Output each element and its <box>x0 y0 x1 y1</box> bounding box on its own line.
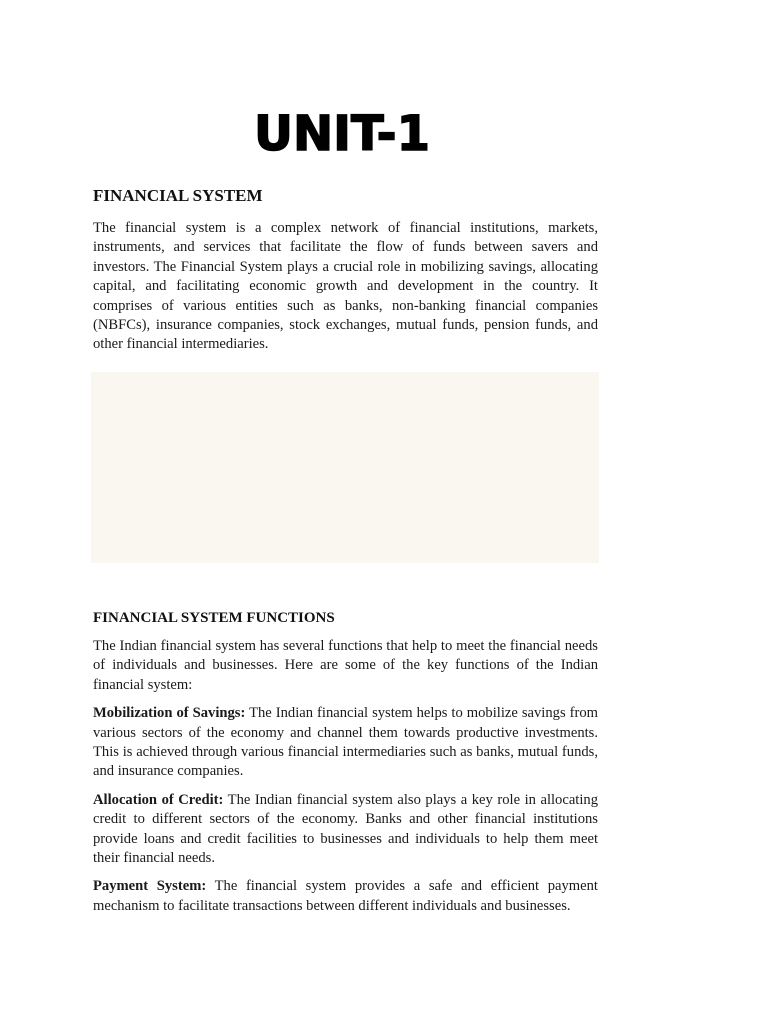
function-item-text: The financial system provides a safe and efficient payment mechanism to facilitate transactions between different individuals and businesses. <box>93 878 598 914</box>
function-item-text: The Indian financial system also plays a key role in allocating credit to different sectors of the economy. Banks and other financial institutions provide loans and credit facilities to businesses and individuals to help them meet their financial needs. <box>93 791 599 867</box>
section-financial-system-functions <box>93 607 598 925</box>
section-paragraph: The financial system is a complex network of financial institutions, markets, instruments, and services that facilitate the flow of funds between savers and investors. The Financial System plays a crucial role in mobilizing savings, allocating capital, and facilitating economic growth and development in the country. It comprises of various entities such as banks, non-banking financial companies (NBFCs), insurance companies, stock exchanges, mutual funds, pension funds, and other financial intermediaries. <box>93 220 598 353</box>
function-item-allocation <box>93 791 598 869</box>
function-item-lead: Payment System: <box>93 878 207 895</box>
function-item-text: The Indian financial system helps to mobilize savings from various sectors of the economy and channel them towards productive investments. This is achieved through various financial intermediaries such as banks, mutual funds, and insurance companies. <box>93 705 598 780</box>
function-item-payment <box>93 877 598 916</box>
figure-placeholder <box>91 372 599 563</box>
section-financial-system <box>93 183 598 563</box>
function-item-lead: Mobilization of Savings: <box>93 705 246 722</box>
function-item-lead: Allocation of Credit: <box>93 791 224 808</box>
function-item-mobilization <box>93 704 598 782</box>
functions-heading: FINANCIAL SYSTEM FUNCTIONS <box>93 610 335 626</box>
section-heading: FINANCIAL SYSTEM <box>93 186 263 205</box>
functions-intro: The Indian financial system has several functions that help to meet the financial needs of individuals and businesses. Here are some of the key functions of the Indian financial system: <box>93 638 598 693</box>
unit-title: UNIT-1 <box>253 106 430 162</box>
